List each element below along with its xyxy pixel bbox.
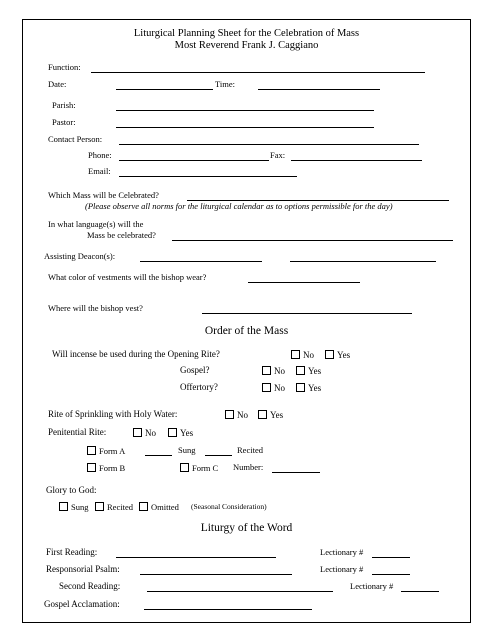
fax-label: Fax: <box>270 150 286 160</box>
incense-offertory-no-checkbox[interactable]: No <box>262 383 285 393</box>
contact-person-label: Contact Person: <box>48 134 103 144</box>
checkbox-icon <box>225 410 234 419</box>
form-b-checkbox[interactable]: Form B <box>87 463 125 473</box>
penitential-rite-label: Penitential Rite: <box>48 427 107 437</box>
phone-field[interactable] <box>119 160 269 161</box>
parish-field[interactable] <box>116 110 374 111</box>
form-a-sung-blank[interactable] <box>145 455 172 456</box>
checkbox-icon <box>262 366 271 375</box>
vesting-location-field[interactable] <box>202 313 412 314</box>
time-label: Time: <box>215 79 236 89</box>
form-c-number-field[interactable] <box>272 472 320 473</box>
checkbox-icon <box>325 350 334 359</box>
sung-label: Sung <box>178 445 196 455</box>
vesting-location-label: Where will the bishop vest? <box>48 303 143 313</box>
glory-recited-checkbox[interactable]: Recited <box>95 502 133 512</box>
deacon-2-field[interactable] <box>290 261 436 262</box>
incense-offertory-label: Offertory? <box>180 382 218 392</box>
order-of-mass-heading: Order of the Mass <box>204 325 289 337</box>
penitential-no-checkbox[interactable]: No <box>133 428 156 438</box>
vestments-color-label: What color of vestments will the bishop wear? <box>48 272 207 282</box>
checkbox-icon <box>87 446 96 455</box>
second-reading-label: Second Reading: <box>59 581 121 591</box>
vestments-color-field[interactable] <box>248 282 360 283</box>
form-c-checkbox[interactable]: Form C <box>180 463 218 473</box>
first-reading-label: First Reading: <box>46 547 98 557</box>
pastor-field[interactable] <box>116 127 374 128</box>
checkbox-icon <box>95 502 104 511</box>
liturgy-of-word-heading: Liturgy of the Word <box>200 522 293 534</box>
checkbox-icon <box>291 350 300 359</box>
second-lectionary-label: Lectionary # <box>350 581 394 591</box>
assisting-deacons-label: Assisting Deacon(s): <box>44 251 116 261</box>
incense-opening-label: Will incense be used during the Opening Rite? <box>52 349 220 359</box>
parish-label: Parish: <box>52 100 76 110</box>
sprinkling-rite-label: Rite of Sprinkling with Holy Water: <box>48 409 178 419</box>
sprinkling-yes-checkbox[interactable]: Yes <box>258 410 283 420</box>
first-reading-field[interactable] <box>116 557 276 558</box>
language-label-line1: In what language(s) will the <box>48 219 144 229</box>
form-subtitle: Most Reverend Frank J. Caggiano <box>174 40 319 51</box>
checkbox-icon <box>296 383 305 392</box>
second-reading-field[interactable] <box>147 591 333 592</box>
contact-person-field[interactable] <box>119 144 419 145</box>
fax-field[interactable] <box>291 160 422 161</box>
email-label: Email: <box>88 166 111 176</box>
incense-gospel-label: Gospel? <box>180 365 210 375</box>
which-mass-label: Which Mass will be Celebrated? <box>48 190 159 200</box>
seasonal-consideration-note: (Seasonal Consideration) <box>191 502 267 511</box>
checkbox-icon <box>87 463 96 472</box>
recited-label: Recited <box>237 445 263 455</box>
email-field[interactable] <box>119 176 297 177</box>
form-title: Liturgical Planning Sheet for the Celebration of Mass <box>133 28 360 39</box>
language-field[interactable] <box>172 240 453 241</box>
checkbox-icon <box>59 502 68 511</box>
form-a-recited-blank[interactable] <box>205 455 232 456</box>
checkbox-icon <box>168 428 177 437</box>
checkbox-icon <box>258 410 267 419</box>
checkbox-icon <box>139 502 148 511</box>
language-label-line2: Mass be celebrated? <box>87 230 156 240</box>
incense-opening-no-checkbox[interactable]: No <box>291 350 314 360</box>
phone-label: Phone: <box>88 150 112 160</box>
pastor-label: Pastor: <box>52 117 76 127</box>
psalm-lectionary-label: Lectionary # <box>320 564 364 574</box>
time-field[interactable] <box>258 89 380 90</box>
date-field[interactable] <box>116 89 213 90</box>
date-label: Date: <box>48 79 67 89</box>
deacon-1-field[interactable] <box>140 261 262 262</box>
gospel-acclamation-label: Gospel Acclamation: <box>44 599 120 609</box>
form-a-checkbox[interactable]: Form A <box>87 446 125 456</box>
second-lectionary-field[interactable] <box>401 591 439 592</box>
responsorial-psalm-label: Responsorial Psalm: <box>46 564 120 574</box>
psalm-lectionary-field[interactable] <box>372 574 410 575</box>
incense-gospel-no-checkbox[interactable]: No <box>262 366 285 376</box>
checkbox-icon <box>296 366 305 375</box>
glory-sung-checkbox[interactable]: Sung <box>59 502 88 512</box>
glory-to-god-label: Glory to God: <box>46 485 97 495</box>
first-lectionary-label: Lectionary # <box>320 547 364 557</box>
checkbox-icon <box>133 428 142 437</box>
gospel-acclamation-field[interactable] <box>144 609 312 610</box>
checkbox-icon <box>262 383 271 392</box>
sprinkling-no-checkbox[interactable]: No <box>225 410 248 420</box>
incense-gospel-yes-checkbox[interactable]: Yes <box>296 366 321 376</box>
function-label: Function: <box>48 62 81 72</box>
checkbox-icon <box>180 463 189 472</box>
responsorial-psalm-field[interactable] <box>140 574 292 575</box>
incense-opening-yes-checkbox[interactable]: Yes <box>325 350 350 360</box>
incense-offertory-yes-checkbox[interactable]: Yes <box>296 383 321 393</box>
first-lectionary-field[interactable] <box>372 557 410 558</box>
number-label: Number: <box>233 462 264 472</box>
glory-omitted-checkbox[interactable]: Omitted <box>139 502 179 512</box>
calendar-note: (Please observe all norms for the liturgical calendar as to options permissible for the day) <box>85 201 393 211</box>
function-field[interactable] <box>91 72 425 73</box>
penitential-yes-checkbox[interactable]: Yes <box>168 428 193 438</box>
